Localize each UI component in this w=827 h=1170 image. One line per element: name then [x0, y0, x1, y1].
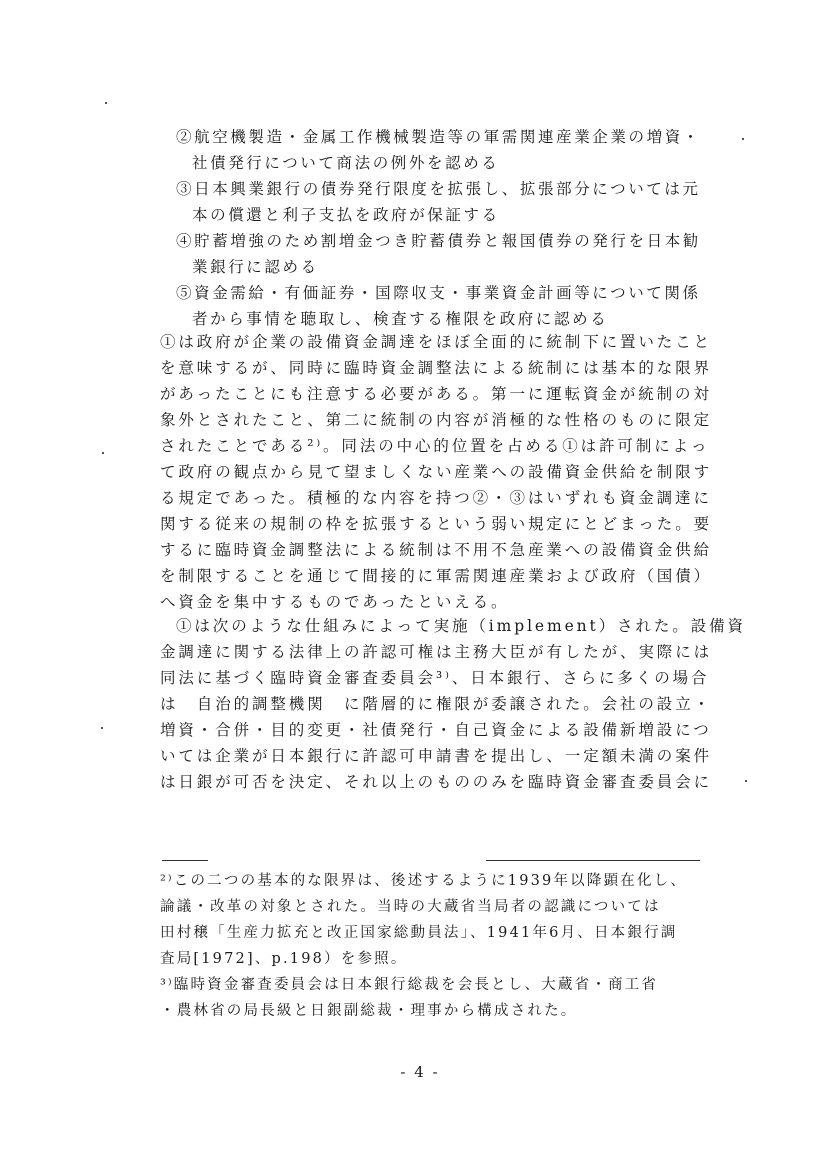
paragraph-line: は 自治的調整機関 に階層的に権限が委譲された。会社の設立・ — [160, 695, 713, 713]
paragraph-line: を意味するが、同時に臨時資金調整法による統制には基本的な限界 — [160, 359, 713, 377]
paragraph-line: て政府の観点から見て望ましくない産業への設備資金供給を制限す — [160, 463, 713, 481]
scan-speck — [105, 102, 107, 104]
footnote-line: ³⁾臨時資金審査委員会は日本銀行総裁を会長とし、大蔵省・商工省 — [160, 977, 659, 993]
provision-5-line-1: ⑤資金需給・有価証券・国際収支・事業資金計画等について関係 — [176, 284, 701, 302]
scan-speck — [101, 727, 103, 729]
paragraph-line: る規定であった。積極的な内容を持つ②・③はいずれも資金調達に — [160, 489, 712, 507]
provision-3-line-2: 本の償還と利子支払を政府が保証する — [192, 206, 500, 224]
paragraph-line: 同法に基づく臨時資金審査委員会³⁾、日本銀行、さらに多くの場合 — [160, 669, 710, 687]
paragraph-line: ①は政府が企業の設備資金調達をほぼ全面的に統制下に置いたこと — [160, 333, 713, 351]
paragraph-line: されたことである²⁾。同法の中心的位置を占める①は許可制によっ — [160, 437, 710, 455]
paragraph-line: へ資金を集中するものであったといえる。 — [160, 593, 510, 611]
scan-speck — [102, 452, 104, 454]
footnote-line: ・農林省の局長級と日銀副総裁・理事から構成された。 — [160, 1003, 578, 1019]
paragraph-limits-of-control — [160, 329, 720, 615]
provision-4-line-1: ④貯蓄増強のため割増金つき貯蓄債券と報国債券の発行を日本勧 — [176, 232, 701, 250]
paragraph-line: 増資・合併・目的変更・社債発行・自己資金による設備新増設につ — [160, 721, 712, 739]
paragraph-line: 象外とされたこと、第二に統制の内容が消極的な性格のものに限定 — [160, 411, 713, 429]
paragraph-line: 関する従来の規制の枠を拡張するという弱い規定にとどまった。要 — [160, 515, 713, 533]
scan-speck — [745, 780, 747, 782]
paragraph-implementation — [160, 613, 746, 795]
scan-speck — [742, 138, 744, 140]
footnote-divider-right — [486, 860, 700, 861]
page-number: - 4 - — [400, 1063, 440, 1081]
provision-3-line-1: ③日本興業銀行の債券発行限度を拡張し、拡張部分については元 — [176, 180, 701, 198]
paragraph-line: ①は次のような仕組みによって実施（implement）された。設備資 — [176, 617, 746, 635]
footnotes — [160, 868, 720, 1024]
provision-5-line-2: 者から事情を聴取し、検査する権限を政府に認める — [192, 310, 609, 328]
paragraph-line: するに臨時資金調整法による統制は不用不急産業への設備資金供給 — [160, 541, 713, 559]
paragraph-line: を制限することを通じて間接的に軍需関連産業および政府（国債） — [160, 567, 713, 585]
paragraph-line: いては企業が日本銀行に許認可申請書を提出し、一定額未満の案件 — [160, 747, 713, 765]
enumerated-provisions — [160, 124, 720, 332]
footnote-line: ²⁾この二つの基本的な限界は、後述するように1939年以降顕在化し、 — [160, 873, 688, 889]
footnote-line: 論議・改革の対象とされた。当時の大蔵省当局者の認識については — [160, 899, 661, 915]
footnote-line: 査局[1972]、p.198）を参照。 — [160, 951, 408, 967]
footnote-divider-left — [162, 860, 208, 861]
paragraph-line: は日銀が可否を決定、それ以上のもののみを臨時資金審査委員会に — [160, 773, 713, 791]
footnote-line: 田村穣「生産力拡充と改正国家総動員法」、1941年6月、日本銀行調 — [160, 925, 678, 941]
paragraph-line: 金調達に関する法律上の許認可権は主務大臣が有したが、実際には — [160, 643, 713, 661]
paragraph-line: があったことにも注意する必要がある。第一に運転資金が統制の対 — [160, 385, 712, 403]
provision-2-line-2: 社債発行について商法の例外を認める — [192, 154, 500, 172]
provision-2-line-1: ②航空機製造・金属工作機械製造等の軍需関連産業企業の増資・ — [176, 128, 701, 146]
provision-4-line-2: 業銀行に認める — [192, 258, 319, 276]
